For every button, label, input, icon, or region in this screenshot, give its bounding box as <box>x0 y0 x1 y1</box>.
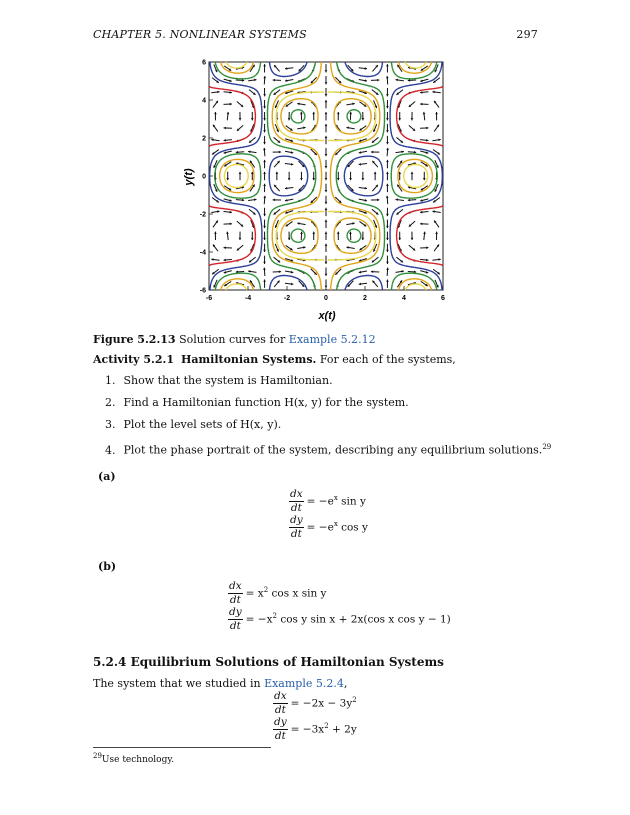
arrow-head <box>337 178 340 180</box>
arrow-head <box>435 112 438 114</box>
y-tick-label: -4 <box>199 249 206 257</box>
arrow-head <box>398 118 401 120</box>
arrow-head <box>276 172 279 174</box>
arrow-head <box>291 283 293 286</box>
arrow-head <box>398 238 401 240</box>
arrow-head <box>426 127 428 130</box>
arrow-head <box>337 232 340 234</box>
list-item: 2. Find a Hamiltonian function H(x, y) for the system. <box>105 396 409 409</box>
arrow-head <box>386 130 389 132</box>
arrow-head <box>325 112 328 114</box>
arrow-head <box>325 262 328 264</box>
y-tick-label: 6 <box>202 59 206 67</box>
x-tick-label: 6 <box>441 295 445 302</box>
x-axis-label: x(t) <box>318 310 336 322</box>
arrow-head <box>239 238 242 240</box>
equation-system: $\frac{dx}{dt}$ = $-2x - 3y^2$ $\frac{dy}{dt}$ = $-3x^2 + 2y$ <box>274 689 357 742</box>
arrow-head <box>432 91 434 94</box>
caption-text: Solution curves for <box>175 333 289 346</box>
arrow-head <box>263 280 266 282</box>
arrow-head <box>420 222 422 225</box>
y-tick-label: 0 <box>202 173 206 181</box>
arrow-head <box>386 280 389 282</box>
arrow-head <box>377 79 379 82</box>
arrow-head <box>263 172 266 174</box>
arrow-head <box>386 160 389 162</box>
part-a-label: (a) <box>98 470 116 483</box>
arrow-head <box>300 232 303 234</box>
arrow-head <box>285 187 287 190</box>
arrow-head <box>325 208 328 210</box>
arrow-head <box>263 238 266 240</box>
arrow-head <box>362 118 365 120</box>
arrow-head <box>263 160 266 162</box>
arrow-head <box>396 198 398 201</box>
arrow-head <box>325 286 328 288</box>
arrow-head <box>217 91 219 94</box>
arrow-head <box>386 118 389 120</box>
arrow-head <box>263 130 266 132</box>
arrow-head <box>263 148 266 150</box>
arrow-head <box>426 139 428 142</box>
arrow-head <box>325 100 328 102</box>
activity-intro: For each of the systems, <box>319 353 456 366</box>
example-link[interactable]: Example 5.2.12 <box>288 333 376 346</box>
arrow-head <box>359 163 361 166</box>
y-axis-label: y(t) <box>183 168 195 186</box>
arrow-head <box>423 178 426 180</box>
arrow-head <box>263 250 266 252</box>
y-tick-label: 4 <box>202 97 206 105</box>
arrow-head <box>263 226 266 228</box>
arrow-head <box>435 232 438 234</box>
arrow-head <box>312 232 315 234</box>
arrow-head <box>312 112 315 114</box>
arrow-head <box>337 112 340 114</box>
y-tick-label: 2 <box>202 135 206 143</box>
part-b-label: (b) <box>98 560 117 573</box>
arrow-head <box>224 127 226 130</box>
arrow-head <box>426 246 428 249</box>
arrow-head <box>325 244 328 246</box>
arrow-head <box>349 112 352 114</box>
arrow-head <box>214 112 217 114</box>
arrow-head <box>325 94 328 96</box>
example-link-2[interactable]: Example 5.2.4 <box>264 677 344 690</box>
arrow-head <box>273 79 275 82</box>
arrow-head <box>273 199 275 202</box>
arrow-head <box>239 172 242 174</box>
arrow-head <box>263 184 266 186</box>
y-tick-label: -6 <box>199 287 206 295</box>
arrow-head <box>386 76 389 78</box>
arrow-head <box>224 246 226 249</box>
arrow-head <box>374 172 377 174</box>
arrow-head <box>251 118 254 120</box>
arrow-head <box>386 238 389 240</box>
arrow-head <box>414 151 416 154</box>
arrow-head <box>279 270 281 273</box>
list-item: 4. Plot the phase portrait of the system, describing any equilibrium solutions.$^{29}$ <box>105 443 552 457</box>
list-item: 3. Plot the level sets of H(x, y). <box>105 418 282 431</box>
paragraph: The system that we studied in Example 5.2.4, <box>93 677 348 690</box>
arrow-head <box>230 91 232 94</box>
phase-portrait-figure <box>183 53 453 328</box>
activity-heading <box>93 353 456 366</box>
arrow-head <box>386 142 389 144</box>
arrow-head <box>248 150 250 153</box>
arrow-head <box>361 238 364 240</box>
x-tick-label: 2 <box>363 295 367 302</box>
x-tick-label: 4 <box>402 295 406 302</box>
arrow-head <box>426 259 428 262</box>
arrow-head <box>263 118 266 120</box>
figure-caption <box>93 333 376 346</box>
arrow-head <box>251 238 254 240</box>
arrow-head <box>325 124 328 126</box>
figure-label: Figure 5.2.13 <box>93 333 176 346</box>
y-tick-label: -2 <box>199 211 206 219</box>
arrow-head <box>211 258 213 261</box>
arrow-head <box>312 178 315 180</box>
arrow-head <box>263 142 266 144</box>
arrow-head <box>365 67 367 70</box>
arrow-head <box>325 136 328 138</box>
arrow-head <box>300 178 303 180</box>
x-tick-label: -4 <box>244 295 252 302</box>
level-curve <box>210 62 308 290</box>
arrow-head <box>386 184 389 186</box>
arrow-head <box>371 151 373 154</box>
arrow-head <box>371 270 373 273</box>
arrow-head <box>263 76 266 78</box>
arrow-head <box>263 94 266 96</box>
activity-title: Hamiltonian Systems. <box>181 353 317 366</box>
arrow-head <box>236 151 238 154</box>
arrow-head <box>420 91 422 94</box>
arrow-head <box>423 112 426 114</box>
arrow-head <box>227 112 230 114</box>
arrow-head <box>325 70 328 72</box>
arrow-head <box>408 199 410 202</box>
arrow-head <box>377 199 379 202</box>
equation-b: $\frac{dx}{dt}$ = $x^2$ cos x sin y $\frac{dy}{dt}$ = $-x^2$ cos y sin x + 2x(cos x cos y − 1) <box>229 579 451 632</box>
x-tick-label: -2 <box>283 295 291 302</box>
arrow-head <box>230 211 232 214</box>
arrow-head <box>226 178 229 180</box>
arrow-head <box>288 238 291 240</box>
arrow-head <box>279 151 281 154</box>
arrow-head <box>386 94 389 96</box>
arrow-head <box>263 106 266 108</box>
arrow-head <box>411 238 414 240</box>
arrow-head <box>349 178 352 180</box>
list-item: 1. Show that the system is Hamiltonian. <box>105 374 333 387</box>
arrow-head <box>325 190 328 192</box>
level-curve <box>281 62 433 290</box>
section-heading: 5.2.4 Equilibrium Solutions of Hamiltonian Systems <box>93 655 444 669</box>
arrow-head <box>411 118 414 120</box>
arrow-head <box>386 64 389 66</box>
arrow-head <box>214 232 217 234</box>
arrow-head <box>386 268 389 270</box>
activity-steps <box>105 370 551 458</box>
arrow-head <box>263 214 266 216</box>
activity-label: Activity 5.2.1 <box>93 353 174 366</box>
arrow-head <box>386 106 389 108</box>
arrow-head <box>288 178 291 180</box>
arrow-head <box>349 232 352 234</box>
arrow-head <box>263 64 266 66</box>
arrow-head <box>325 220 328 222</box>
arrow-head <box>300 112 303 114</box>
footnote-rule <box>93 747 271 748</box>
arrow-head <box>386 226 389 228</box>
arrow-head <box>438 258 440 261</box>
arrow-head <box>325 166 328 168</box>
arrow-head <box>386 262 389 264</box>
footnote: $^{29}$Use technology. <box>93 752 175 765</box>
page-number: 297 <box>516 28 538 41</box>
arrow-head <box>291 163 293 166</box>
arrow-head <box>420 103 422 106</box>
arrow-head <box>386 172 389 174</box>
arrow-head <box>401 150 403 153</box>
x-tick-label: 0 <box>324 295 328 302</box>
arrow-head <box>423 232 426 234</box>
arrow-head <box>411 172 414 174</box>
arrow-head <box>325 154 328 156</box>
footnote-ref: 29 <box>542 443 552 451</box>
arrow-head <box>230 103 232 106</box>
arrow-head <box>386 148 389 150</box>
arrow-head <box>288 118 291 120</box>
arrow-head <box>226 232 229 234</box>
arrow-head <box>386 196 389 198</box>
arrow-head <box>224 259 226 262</box>
arrow-head <box>420 211 422 214</box>
x-tick-label: -6 <box>205 295 213 302</box>
arrow-head <box>325 202 328 204</box>
arrow-head <box>242 199 244 202</box>
arrow-head <box>325 82 328 84</box>
arrow-head <box>325 178 328 180</box>
arrow-head <box>386 214 389 216</box>
arrow-head <box>362 178 365 180</box>
arrow-head <box>230 222 232 225</box>
arrow-head <box>263 262 266 264</box>
arrow-head <box>254 198 256 201</box>
arrow-head <box>386 250 389 252</box>
running-header: CHAPTER 5. NONLINEAR SYSTEMS <box>93 28 307 41</box>
arrow-head <box>365 187 367 190</box>
arrow-head <box>239 118 242 120</box>
arrow-head <box>263 196 266 198</box>
equation-a: $\frac{dx}{dt}$ = $-e^x$ sin y $\frac{dy}{dt}$ = $-e^x$ cos y <box>290 487 368 540</box>
arrow-head <box>359 283 361 286</box>
arrow-head <box>325 274 328 276</box>
arrow-head <box>263 268 266 270</box>
arrow-head <box>224 139 226 142</box>
level-curve <box>220 62 372 290</box>
arrow-head <box>325 232 328 234</box>
arrow-head <box>285 67 287 70</box>
